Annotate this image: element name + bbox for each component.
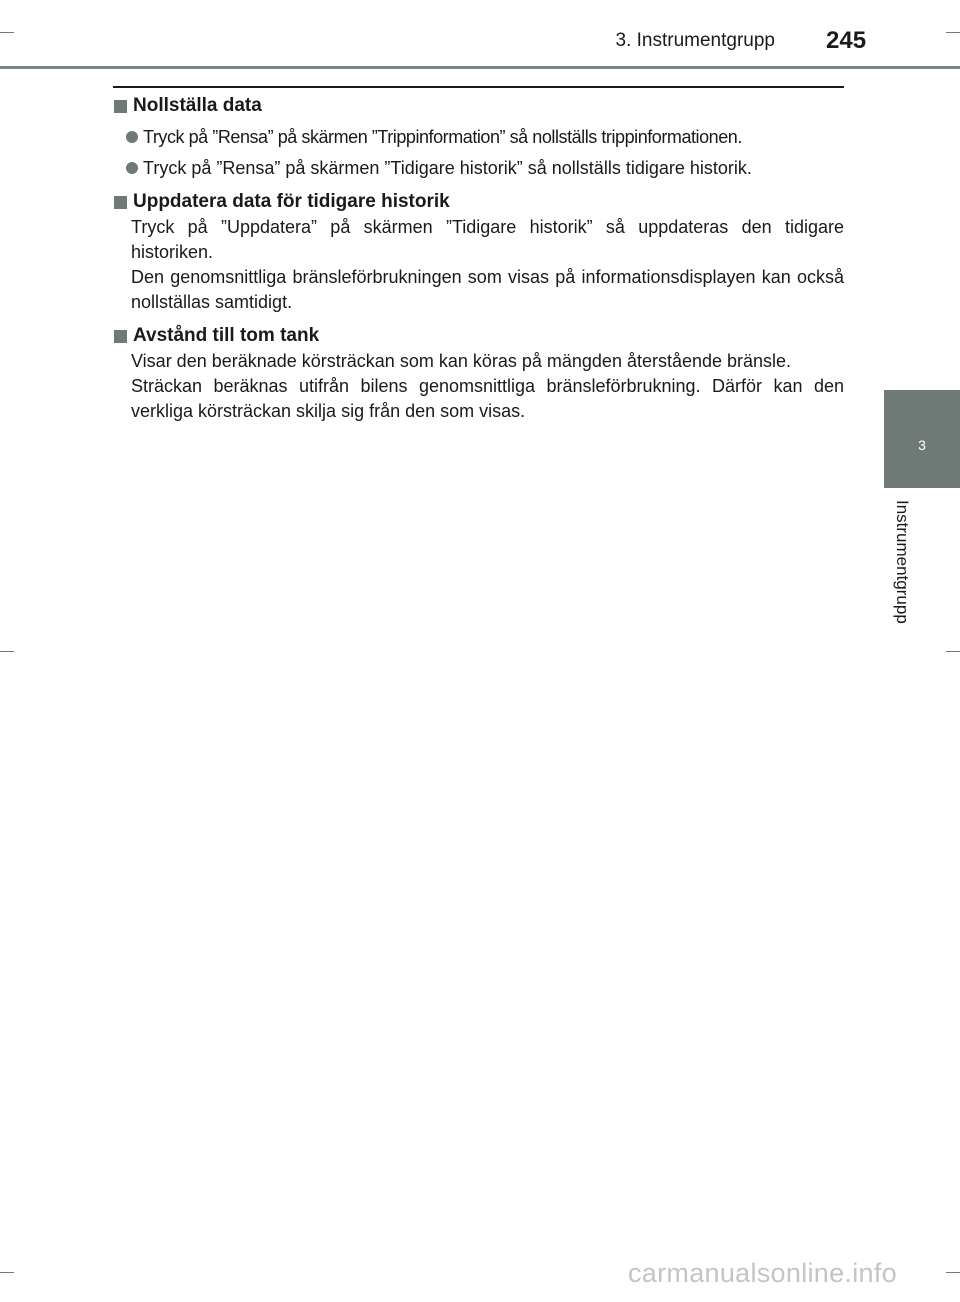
section-heading	[112, 93, 844, 119]
crop-mark	[0, 1272, 14, 1273]
round-bullet-icon	[126, 162, 138, 174]
watermark-text: carmanualsonline.info	[628, 1258, 897, 1288]
paragraph: Tryck på ”Uppdatera” på skärmen ”Tidigare historik” så uppdateras den tidigare historiken.	[131, 217, 844, 262]
content-top-rule	[113, 86, 844, 88]
paragraph: Den genomsnittliga bränsleförbrukningen som visas på informationsdisplayen kan också nollställas samtidigt.	[131, 267, 844, 312]
square-bullet-icon	[114, 196, 127, 209]
round-bullet-icon	[126, 131, 138, 143]
list-item	[126, 156, 844, 181]
chapter-side-label	[872, 500, 932, 650]
section-heading	[112, 323, 844, 349]
section-heading-text: Avstånd till tom tank	[133, 325, 320, 346]
running-header-title: 3. Instrumentgrupp	[615, 30, 775, 51]
section-heading-text: Uppdatera data för tidigare historik	[133, 191, 450, 212]
section-heading-text: Nollställa data	[133, 95, 262, 116]
chapter-number: 3	[918, 437, 926, 453]
crop-mark	[946, 651, 960, 652]
main-content	[112, 93, 844, 432]
square-bullet-icon	[114, 330, 127, 343]
chapter-tab	[884, 390, 960, 488]
crop-mark	[0, 651, 14, 652]
list-item-text: Tryck på ”Rensa” på skärmen ”Tidigare historik” så nollställs tidigare historik.	[143, 158, 752, 178]
list-item	[126, 125, 844, 150]
header-rule	[0, 66, 960, 69]
paragraph: Visar den beräknade körsträckan som kan köras på mängden återstående bränsle.	[131, 351, 792, 371]
section-update-history	[112, 189, 844, 315]
section-reset-data	[112, 93, 844, 181]
page-number: 245	[826, 27, 867, 54]
paragraph: Sträckan beräknas utifrån bilens genomsnittliga bränsleförbrukning. Därför kan den verkliga körsträckan skilja sig från den som visas.	[131, 376, 844, 421]
list-item-text: Tryck på ”Rensa” på skärmen ”Trippinformation” så nollställs trippinformationen.	[143, 127, 742, 147]
crop-mark	[946, 32, 960, 33]
section-distance-to-empty	[112, 323, 844, 424]
square-bullet-icon	[114, 100, 127, 113]
chapter-label: Instrumentgrupp	[893, 500, 912, 624]
section-heading	[112, 189, 844, 215]
crop-mark	[946, 1272, 960, 1273]
